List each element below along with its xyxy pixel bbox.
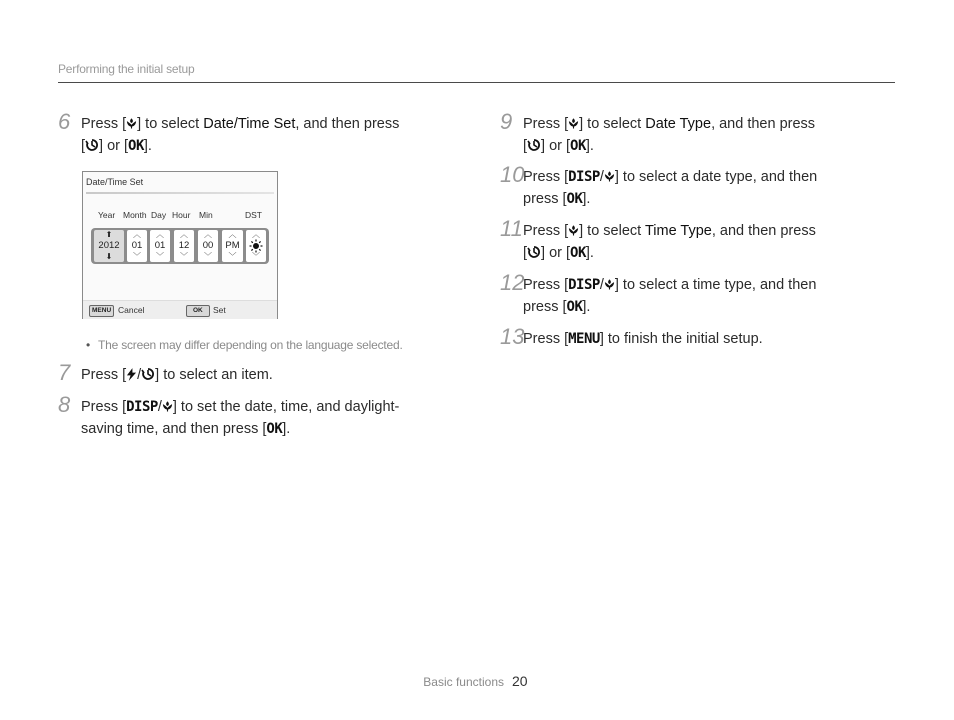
year-field[interactable] — [94, 230, 124, 262]
day-value: 01 — [154, 240, 166, 251]
ok-key-badge: OK — [186, 305, 210, 317]
down-arrow-icon: ⬇ — [105, 252, 113, 261]
step-text: / — [599, 277, 604, 293]
step-text: ] to select a time type, and then — [614, 277, 817, 293]
chevron-down-icon: ﹀ — [204, 252, 212, 261]
footer-section-name: Basic functions — [423, 675, 504, 689]
year-value: 2012 — [98, 240, 120, 251]
step-number: 9 — [500, 109, 513, 134]
step-text: Press [ — [523, 169, 569, 185]
min-field[interactable] — [198, 230, 218, 262]
step-text: , and then press — [711, 116, 816, 132]
page-number: 20 — [512, 673, 528, 689]
step-text: [ — [523, 137, 528, 154]
screen-footer-bar — [83, 300, 277, 319]
step-text: / — [599, 169, 604, 185]
step-text: ] or [ — [99, 137, 129, 154]
chevron-down-icon: ﹀ — [156, 252, 164, 261]
step-text: ] to select — [137, 116, 204, 132]
screen-title: Date/Time Set — [86, 177, 144, 187]
step-text: ] or [ — [541, 244, 571, 261]
column-label-hour: Hour — [172, 210, 191, 220]
column-label-month: Month — [123, 210, 147, 220]
step-text: Press [ — [523, 223, 569, 239]
chevron-down-icon: ﹀ — [180, 252, 188, 261]
dst-field[interactable] — [246, 230, 266, 262]
column-label-min: Min — [199, 210, 213, 220]
step-text: ] to set the date, time, and daylight- — [172, 399, 400, 415]
month-value: 01 — [131, 240, 143, 251]
ok-key-label: OK — [566, 298, 583, 315]
menu-option-name: Date/Time Set — [203, 116, 296, 132]
step-text: ]. — [582, 190, 591, 207]
disp-key-label: DISP — [568, 277, 600, 293]
note — [86, 338, 403, 352]
chevron-up-icon: ︿ — [180, 230, 188, 239]
step-text: Press [ — [81, 399, 127, 415]
hour-field[interactable] — [174, 230, 194, 262]
step-text: Press [ — [523, 277, 569, 293]
step-number: 8 — [58, 392, 71, 417]
chevron-up-icon: ︿ — [252, 230, 260, 239]
step-text: ] to select a date type, and then — [614, 169, 818, 185]
chevron-down-icon: ﹀ — [228, 252, 237, 261]
step-number: 10 — [500, 162, 525, 187]
page-section-title: Performing the initial setup — [58, 62, 195, 76]
macro-icon — [604, 170, 615, 182]
ok-key-label: OK — [266, 420, 283, 437]
step-text: ]. — [585, 137, 594, 154]
column-label-dst: DST — [245, 210, 262, 220]
date-time-set-screen — [82, 171, 278, 319]
hour-value: 12 — [178, 240, 190, 251]
macro-icon — [162, 400, 173, 412]
step-13 — [500, 324, 900, 351]
step-text: ] to select an item. — [155, 367, 273, 383]
chevron-up-icon: ︿ — [228, 230, 237, 239]
month-field[interactable] — [127, 230, 147, 262]
step-9 — [500, 109, 900, 157]
step-text: Press [ — [81, 116, 127, 132]
chevron-down-icon: ﹀ — [252, 252, 260, 261]
step-number: 7 — [58, 360, 71, 385]
note-bullet: • — [86, 338, 91, 352]
screen-title-divider — [86, 192, 274, 194]
step-text: ] to select — [579, 116, 646, 132]
macro-icon — [126, 117, 137, 129]
step-text: Press [ — [523, 116, 569, 132]
timer-icon — [141, 367, 155, 381]
menu-option-name: Time Type — [644, 223, 712, 239]
step-text: ]. — [282, 420, 291, 437]
macro-icon — [604, 278, 615, 290]
chevron-up-icon: ︿ — [133, 230, 141, 239]
flash-icon — [126, 368, 137, 381]
step-text: ]. — [143, 137, 152, 154]
disp-key-label: DISP — [568, 169, 600, 185]
step-text: ]. — [582, 298, 591, 315]
chevron-up-icon: ︿ — [156, 230, 164, 239]
step-text: ] to finish the initial setup. — [599, 331, 763, 347]
step-text: ]. — [585, 244, 594, 261]
timer-icon — [85, 138, 99, 152]
step-text: / — [137, 367, 142, 383]
ok-key-label: OK — [566, 190, 583, 207]
menu-key-label: MENU — [568, 331, 600, 347]
ok-key-label: OK — [570, 244, 586, 261]
timer-icon — [527, 245, 541, 259]
step-6 — [58, 109, 458, 157]
step-8 — [58, 392, 458, 440]
day-field[interactable] — [150, 230, 170, 262]
sun-icon — [249, 239, 263, 253]
min-value: 00 — [202, 240, 214, 251]
ok-key-label: OK — [570, 137, 586, 154]
step-text: , and then press — [295, 116, 400, 132]
column-label-day: Day — [151, 210, 167, 220]
step-text: Press [ — [81, 367, 127, 383]
column-label-year: Year — [98, 210, 116, 220]
timer-icon — [527, 138, 541, 152]
step-text: press [ — [523, 298, 567, 315]
set-label: Set — [213, 305, 226, 315]
ampm-field[interactable] — [222, 230, 243, 262]
step-text: [ — [81, 137, 86, 154]
step-text: Press [ — [523, 331, 569, 347]
step-10 — [500, 162, 900, 210]
date-time-fields — [91, 228, 269, 264]
ampm-value: PM — [225, 240, 240, 251]
step-number: 11 — [500, 216, 523, 241]
step-12 — [500, 270, 900, 318]
step-text: saving time, and then press [ — [81, 420, 267, 437]
macro-icon — [568, 224, 579, 236]
step-number: 13 — [500, 324, 525, 349]
step-text: press [ — [523, 190, 567, 207]
step-text: ] to select — [579, 223, 645, 239]
step-11 — [500, 216, 900, 264]
step-number: 12 — [500, 270, 525, 295]
up-arrow-icon: ⬆ — [105, 230, 113, 239]
disp-key-label: DISP — [126, 399, 158, 415]
step-7 — [58, 360, 458, 387]
step-number: 6 — [58, 109, 71, 134]
header-divider — [58, 82, 895, 83]
menu-option-name: Date Type — [645, 116, 712, 132]
note-text: The screen may differ depending on the language selected. — [98, 338, 403, 352]
menu-key-badge: MENU — [89, 305, 114, 317]
cancel-label: Cancel — [118, 305, 145, 315]
macro-icon — [568, 117, 579, 129]
step-text: / — [157, 399, 162, 415]
ok-key-label: OK — [128, 137, 144, 154]
chevron-up-icon: ︿ — [204, 230, 212, 239]
chevron-down-icon: ﹀ — [133, 252, 141, 261]
step-text: [ — [523, 244, 528, 261]
step-text: , and then press — [711, 223, 816, 239]
step-text: ] or [ — [541, 137, 571, 154]
